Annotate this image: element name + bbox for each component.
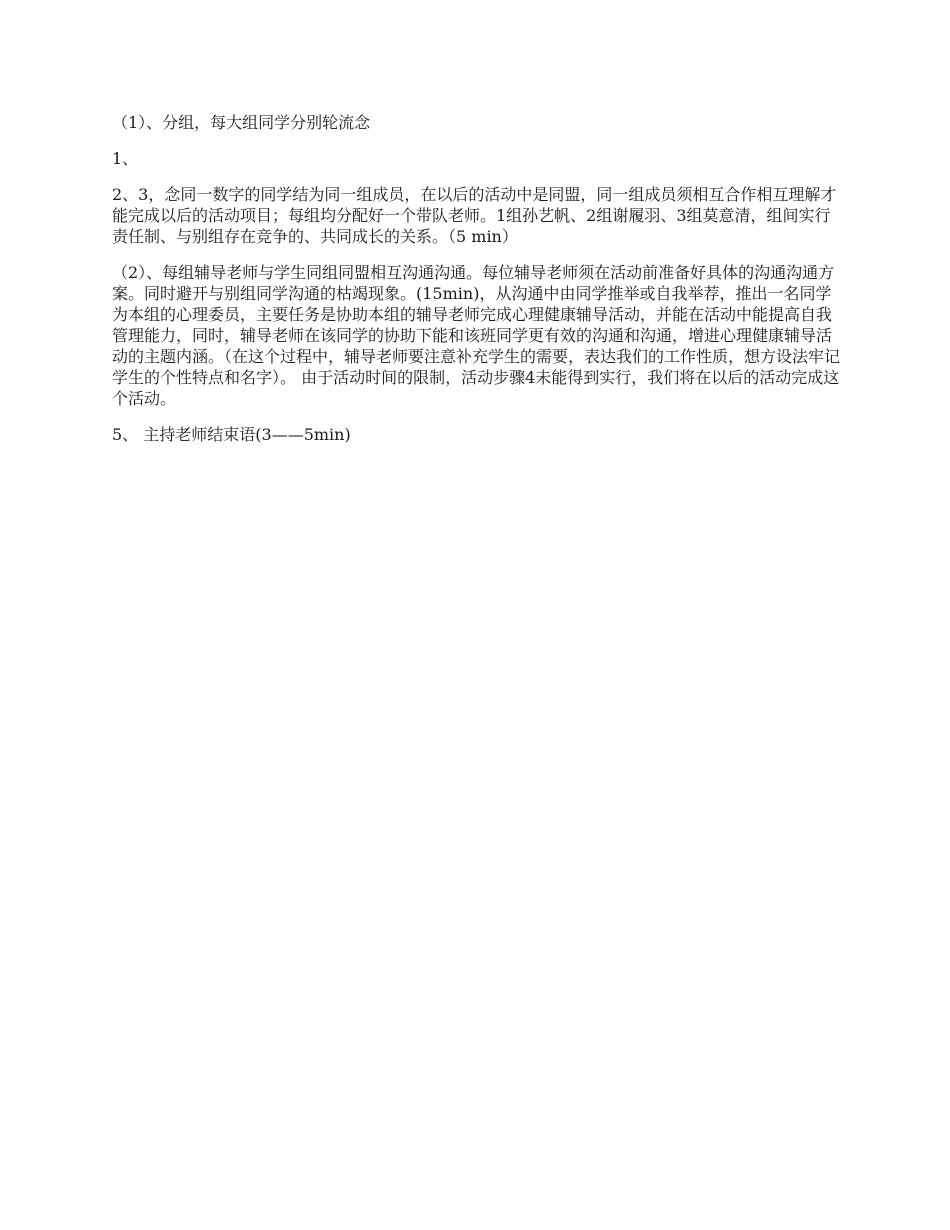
paragraph-teacher-communication: （2）、每组辅导老师与学生同组同盟相互沟通沟通。每位辅导老师须在活动前准备好具体的沟通沟通方案。同时避开与别组同学沟通的枯竭现象。(15min)，从沟通中由同学推举或自我举荐，推出一名同学为本组的心理委员，主要任务是协助本组的辅导老师完成心理健康辅导活动，并能在活动中能提高自我管理能力，同时，辅导老师在该同学的协助下能和该班同学更有效的沟通和沟通，增进心理健康辅导活动的主题内涵。（在这个过程中，辅导老师要注意补充学生的需要，表达我们的工作性质，想方设法牢记学生的个性特点和名字）。 由于活动时间的限制，活动步骤4未能得到实行，我们将在以后的活动完成这个活动。 [112, 263, 841, 408]
paragraph-group-formation: 2、3，念同一数字的同学结为同一组成员，在以后的活动中是同盟，同一组成员须相互合作相互理解才能完成以后的活动项目；每组均分配好一个带队老师。1组孙艺帆、2组谢履羽、3组莫意清，组间实行责任制、与别组存在竞争的、共同成长的关系。（5 min） [112, 185, 837, 246]
paragraph-closing-remarks: 5、 主持老师结束语(3——5min) [112, 425, 351, 444]
document-body [112, 112, 842, 460]
paragraph-grouping: （1）、分组，每大组同学分别轮流念 [112, 113, 371, 132]
paragraph-step-1: 1、 [112, 149, 139, 168]
